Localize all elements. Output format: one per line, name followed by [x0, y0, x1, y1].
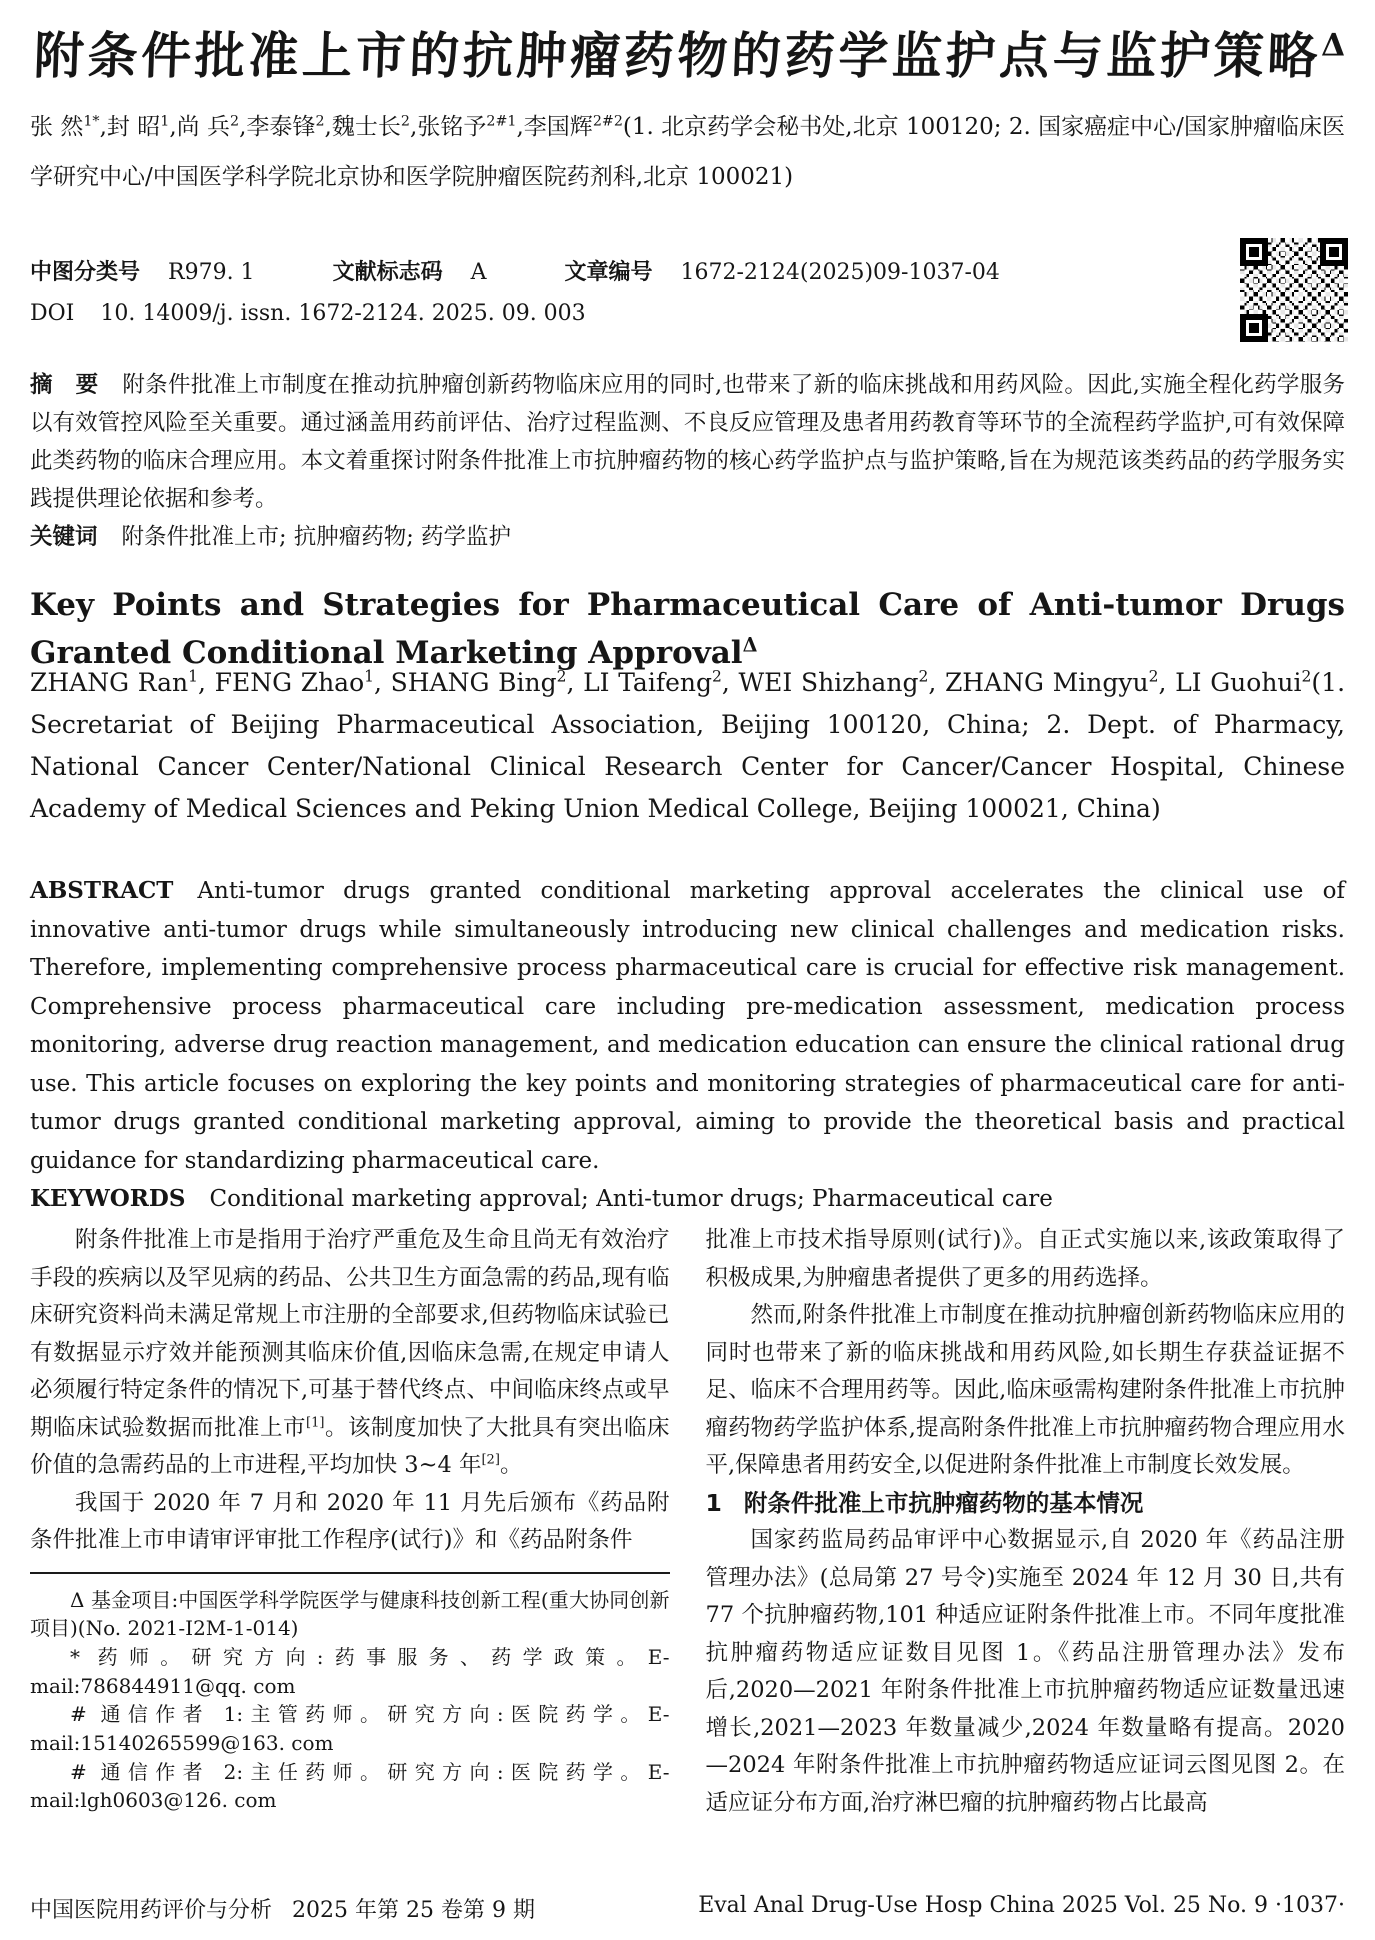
footnote-corresponding-1: # 通信作者 1:主管药师。研究方向:医院药学。E-mail:15140265599@163. com: [30, 1702, 670, 1756]
article-no-value: 1672-2124(2025)09-1037-04: [680, 260, 1000, 285]
section-number: 1: [705, 1488, 722, 1517]
abstract-en: [30, 872, 1345, 1180]
keywords-cn-label: 关键词: [30, 524, 98, 550]
article-title-en-sup: Δ: [742, 633, 758, 657]
meta-line-1: [30, 252, 1190, 293]
section-heading-1: [706, 1485, 1346, 1523]
article-no-label: 文章编号: [564, 260, 653, 285]
body-right-paragraph-3: 国家药监局药品审评中心数据显示,自 2020 年《药品注册管理办法》(总局第 27 号令)实施至 2024 年 12 月 30 日,共有 77 个抗肿瘤药物,101 种适应证附条件批准上市。不同年度批准抗肿瘤药物适应证数目见图 1。《药品注册管理办法》发布后,2020—2021 年附条件批准上市抗肿瘤药物适应证数量迅速增长,2021—2023 年数量减少,2024 年数量略有提高。2020—2024 年附条件批准上市抗肿瘤药物适应证词云图见图 2。在适应证分布方面,治疗淋巴瘤的抗肿瘤药物占比最高: [705, 1527, 1345, 1816]
abstract-en-text: Anti-tumor drugs granted conditional marketing approval accelerates the clinical use of innovative anti-tumor drugs while simultaneously introducing new clinical challenges and medication risks. Therefore, implementing comprehensive process pharmaceutical care is crucial for effective risk management. Comprehensive process pharmaceutical care including pre-medication assessment, medication process monitoring, adverse drug reaction management, and medication education can ensure the clinical rational drug use. This article focuses on exploring the key points and monitoring strategies of pharmaceutical care for anti-tumor drugs granted conditional marketing approval, aiming to provide the theoretical basis and practical guidance for standardizing pharmaceutical care.: [30, 878, 1345, 1174]
abstract-cn-text: 附条件批准上市制度在推动抗肿瘤创新药物临床应用的同时,也带来了新的临床挑战和用药风险。因此,实施全程化药学服务以有效管控风险至关重要。通过涵盖用药前评估、治疗过程监测、不良反应管理及患者用药教育等环节的全流程药学监护,可有效保障此类药物的临床合理应用。本文着重探讨附条件批准上市抗肿瘤药物的核心药学监护点与监护策略,旨在为规范该类药品的药学服务实践提供理论依据和参考。: [30, 372, 1345, 512]
article-title-en-text: Key Points and Strategies for Pharmaceutical Care of Anti-tumor Drugs Granted Conditional Marketing Approval: [30, 587, 1345, 671]
author-en: LI Taifeng$^2$,: [583, 667, 739, 697]
qr-finder-icon: [1240, 238, 1268, 266]
keywords-en-text: Conditional marketing approval; Anti-tumor drugs; Pharmaceutical care: [209, 1186, 1053, 1212]
clc-value: R979. 1: [168, 260, 255, 285]
footer-issue-cn: 2025 年第 25 卷第 9 期: [292, 1898, 535, 1923]
body-right-paragraph-2: 然而,附条件批准上市制度在推动抗肿瘤创新药物临床应用的同时也带来了新的临床挑战和用药风险,如长期生存获益证据不足、临床不合理用药等。因此,临床亟需构建附条件批准上市抗肿瘤药物药学监护体系,提高附条件批准上市抗肿瘤药物合理应用水平,保障患者用药安全,以促进附条件批准上市制度长效发展。: [705, 1302, 1345, 1478]
authors-cn: [30, 102, 1345, 202]
footer-journal-en: Eval Anal Drug-Use Hosp China 2025 Vol. 25 No. 9 ·1037·: [698, 1893, 1345, 1918]
body-right-paragraph-1: 批准上市技术指导原则(试行)》。自正式实施以来,该政策取得了积极成果,为肿瘤患者提供了更多的用药选择。: [705, 1227, 1345, 1291]
author-cn: 李国辉$^{2\#2}$: [523, 113, 623, 140]
authors-en: [30, 662, 1345, 830]
footnote-block: [30, 1572, 670, 1816]
footnote-author-1: * 药师。研究方向:药事服务、药学政策。E-mail:786844911@qq. com: [30, 1644, 670, 1698]
qr-finder-icon: [1320, 238, 1348, 266]
doc-code-value: A: [470, 260, 487, 285]
section-title: 附条件批准上市抗肿瘤药物的基本情况: [743, 1488, 1144, 1517]
article-title-cn: [33, 20, 1347, 92]
author-cn: 张 然$^{1*}$,: [30, 113, 107, 140]
affiliation-en: (1. Secretariat of Beijing Pharmaceutical Association, Beijing 100120, China; 2. Dept. of Pharmacy, National Cancer Center/National Clinical Research Center for Cancer/Cancer Hospital, Chinese Academy of Medical Sciences and Peking Union Medical College, Beijing 100021, China): [30, 668, 1346, 823]
article-meta: [30, 252, 1190, 334]
body-column-left: [30, 1222, 670, 1822]
abstract-cn: [30, 366, 1345, 518]
author-en: WEI Shizhang$^2$,: [738, 667, 945, 697]
body-columns: [30, 1222, 1345, 1822]
author-cn: 张铭予$^{2\#1}$,: [417, 113, 524, 140]
author-cn: 李泰锋$^2$,: [246, 113, 332, 140]
footnote-corresponding-2: # 通信作者 2:主任药师。研究方向:医院药学。E-mail:lgh0603@126. com: [30, 1759, 670, 1813]
body-column-right: [706, 1222, 1346, 1822]
article-title-cn-sup: Δ: [1320, 27, 1347, 64]
abstract-cn-label: 摘 要: [30, 372, 99, 398]
clc-label: 中图分类号: [30, 260, 141, 285]
keywords-cn-text: 附条件批准上市; 抗肿瘤药物; 药学监护: [121, 524, 511, 550]
abstract-en-block: [30, 872, 1345, 1219]
footer-journal-name-cn: 中国医院用药评价与分析: [30, 1898, 273, 1923]
author-cn: 魏士长$^2$,: [331, 113, 418, 140]
abstract-cn-block: [30, 366, 1345, 556]
author-en: LI Guohui$^2$: [1175, 667, 1312, 697]
keywords-en-label: KEYWORDS: [30, 1185, 186, 1212]
doi-value: 10. 14009/j. issn. 1672-2124. 2025. 09. 003: [100, 301, 586, 326]
doc-code-label: 文献标志码: [332, 260, 443, 285]
author-en: ZHANG Mingyu$^2$,: [944, 667, 1176, 697]
affiliation-cn: (1. 北京药学会秘书处,北京 100120; 2. 国家癌症中心/国家肿瘤临床医学研究中心/中国医学科学院北京协和医学院肿瘤医院药剂科,北京 100021): [30, 114, 1346, 190]
reference-marker: [1]: [306, 1415, 325, 1430]
footer-journal-cn: [30, 1893, 555, 1924]
reference-marker: [2]: [481, 1452, 500, 1468]
abstract-en-label: ABSTRACT: [30, 877, 174, 904]
body-left-paragraph-1: 附条件批准上市是指用于治疗严重危及生命且尚无有效治疗手段的疾病以及罕见病的药品、公共卫生方面急需的药品,现有临床研究资料尚未满足常规上市注册的全部要求,但药物临床试验已有数据显示疗效并能预测其临床价值,因临床急需,在规定申请人必须履行特定条件的情况下,可基于替代终点、中间临床终点或早期临床试验数据而批准上市[1]。该制度加快了大批具有突出临床价值的急需药品的上市进程,平均加快 3~4 年[2]。: [30, 1227, 670, 1478]
meta-line-doi: [30, 293, 1190, 334]
qr-code: [1238, 236, 1350, 344]
footnote-fund: Δ 基金项目:中国医学科学院医学与健康科技创新工程(重大协同创新项目)(No. 2021-I2M-1-014): [30, 1587, 670, 1641]
body-left-paragraph-2: 我国于 2020 年 7 月和 2020 年 11 月先后颁布《药品附条件批准上市申请审评审批工作程序(试行)》和《药品附条件: [30, 1489, 670, 1553]
keywords-cn: [30, 518, 1345, 556]
doi-label: DOI: [30, 301, 75, 326]
keywords-en: [30, 1180, 1345, 1219]
author-en: SHANG Bing$^2$,: [390, 667, 584, 697]
article-title-cn-text: 附条件批准上市的抗肿瘤药物的药学监护点与监护策略: [32, 26, 1322, 85]
author-en: ZHANG Ran$^1$,: [30, 667, 215, 697]
author-en: FENG Zhao$^1$,: [214, 667, 391, 697]
author-cn: 封 昭$^1$,: [106, 113, 177, 140]
author-cn: 尚 兵$^2$,: [176, 113, 247, 140]
page-footer: [30, 1893, 1345, 1924]
qr-finder-icon: [1240, 314, 1268, 342]
